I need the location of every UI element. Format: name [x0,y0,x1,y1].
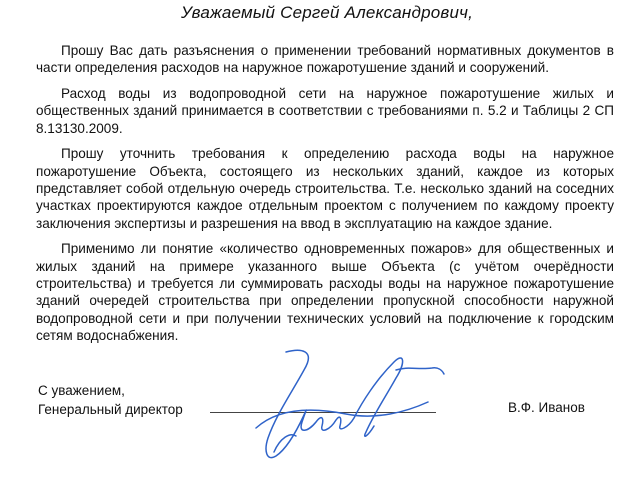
signer-name: В.Ф. Иванов [508,400,585,415]
paragraph-request: Прошу Вас дать разъяснения о применении требований нормативных документов в части определения расходов на наружное пожаротушение зданий и сооружений. [36,43,614,76]
handwritten-signature [246,340,446,470]
signer-title: Генеральный директор [38,402,183,417]
salutation: Уважаемый Сергей Александрович, [180,3,474,22]
paragraph-clarification: Прошу уточнить требования к определению расхода воды на наружное пожаротушение Объекта, состоящего из нескольких зданий, каждое из которых представляет собой отдельную очередь строительства. Т.е. несколько зданий на соседних участках проектируются каждое отдельным проектом с получением по каждому проекту заключения экспертизы и разрешения на ввод в эксплуатацию на каждое здание. [36,146,614,231]
letter-body [36,42,614,353]
paragraph-water-flow: Расход воды из водопроводной сети на наружное пожаротушение жилых и общественных зданий принимается в соответствии с требованиями п. 5.2 и Таблицы 2 СП 8.13130.2009. [36,86,614,136]
closing-phrase: С уважением, [38,383,125,398]
paragraph-question: Применимо ли понятие «количество одновременных пожаров» для общественных и жилых зданий на примере указанного выше Объекта (с учётом очерёдности строительства) и требуется ли суммировать расходы воды на наружное пожаротушение зданий очередей строительства при определении пропускной способности наружной водопроводной сети и при получении технических условий на подключение к городским сетям водоснабжения. [36,241,614,343]
closing-block [38,381,183,419]
